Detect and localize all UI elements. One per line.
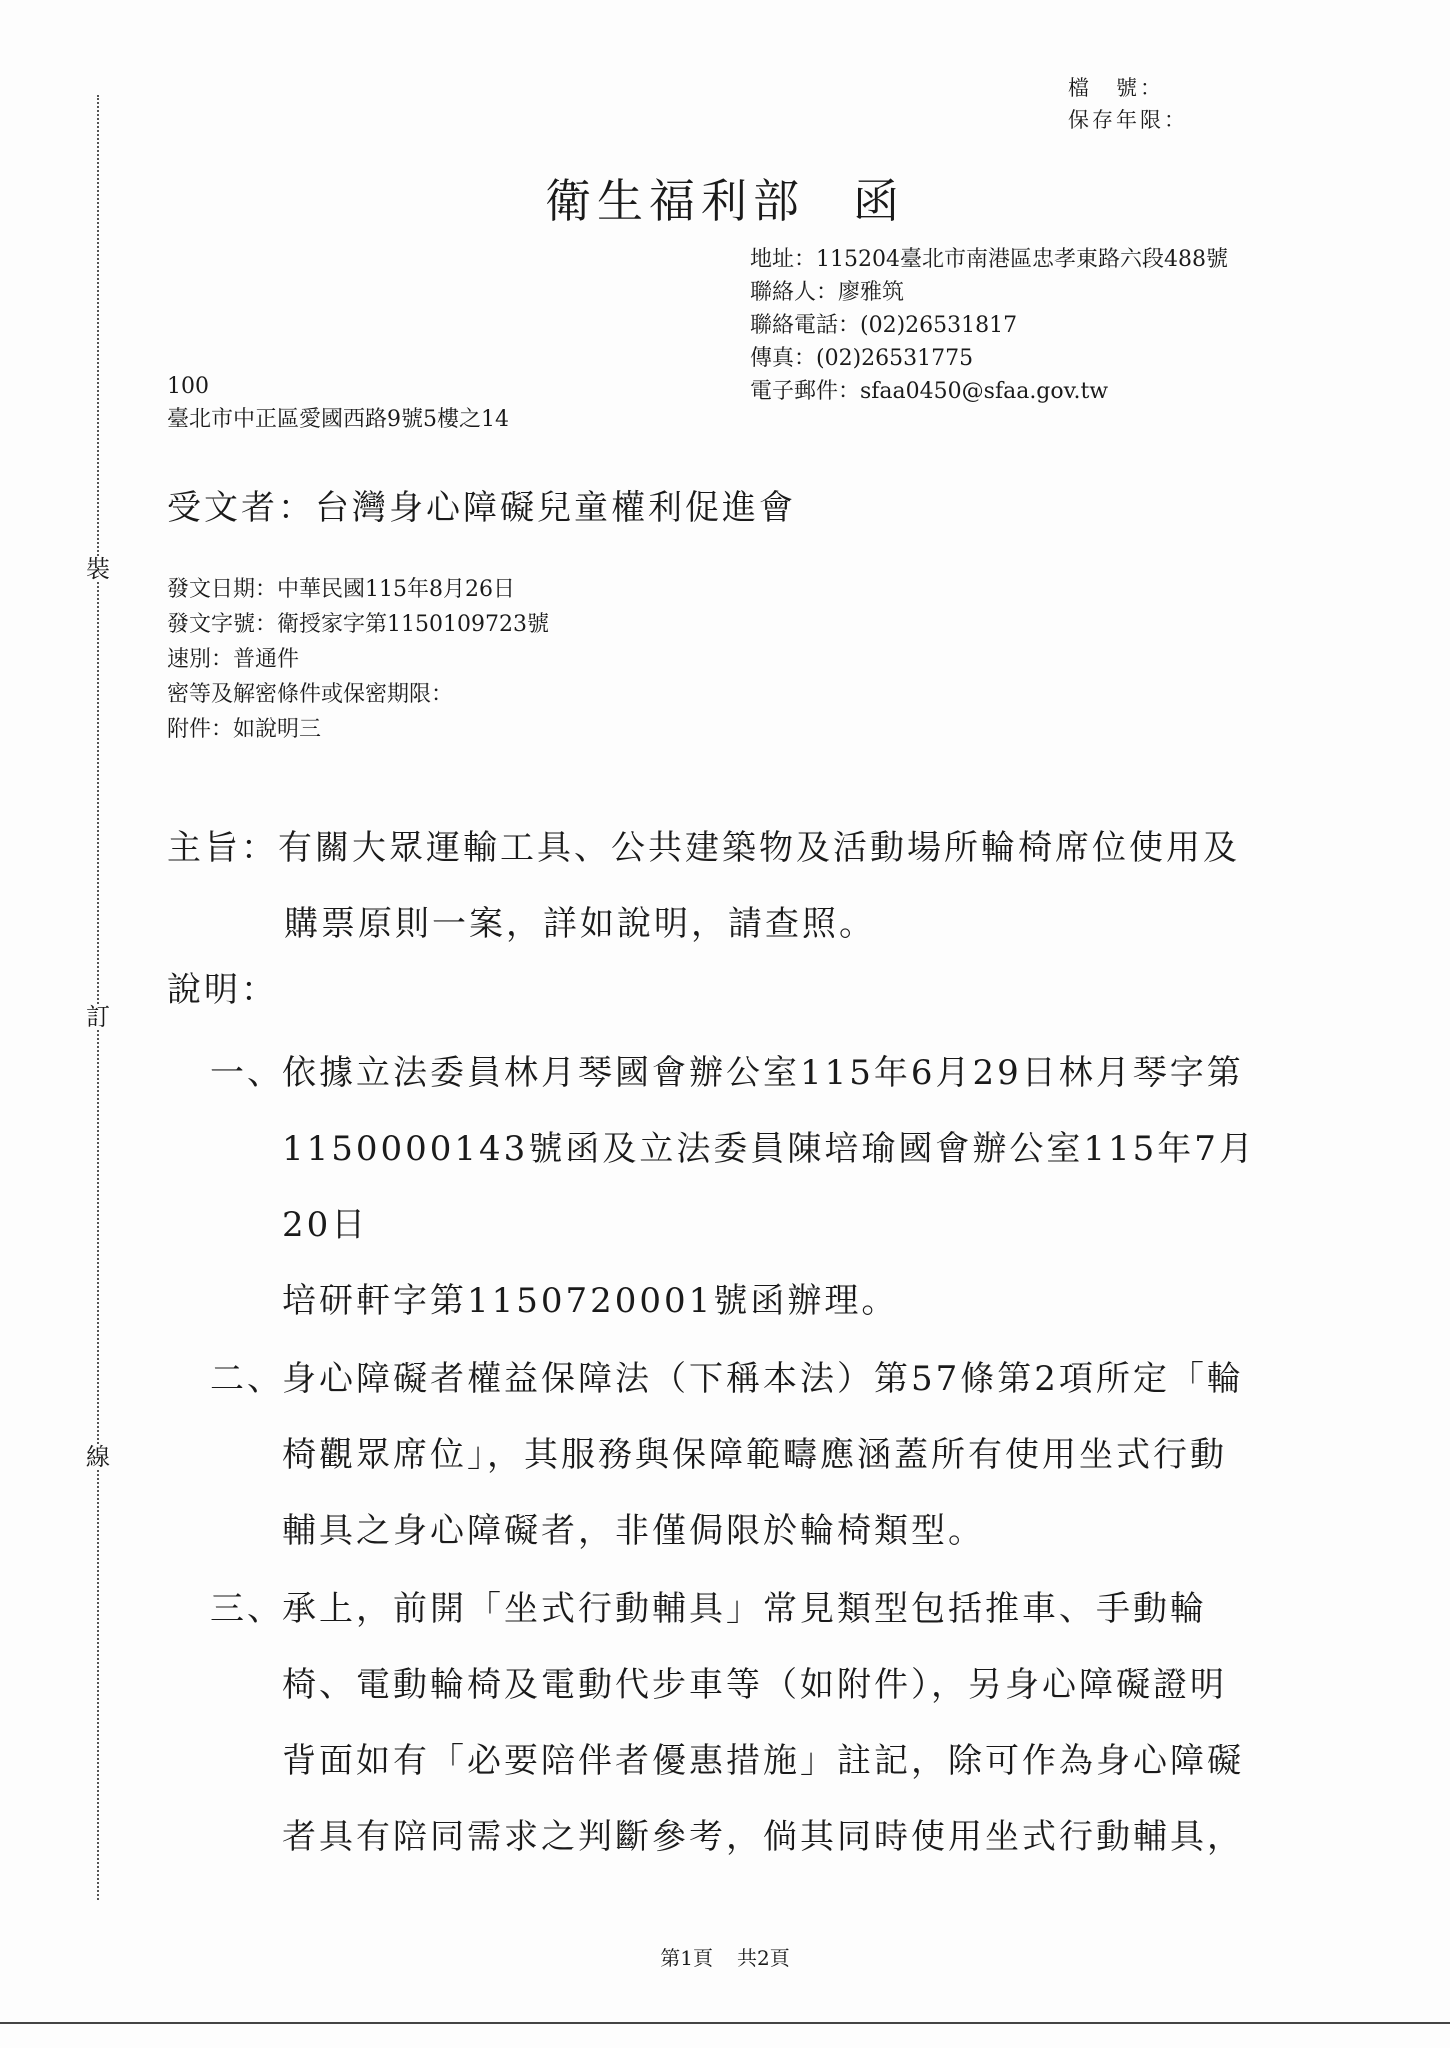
retention-period-label: 保存年限：	[1068, 108, 1188, 132]
document-type: 函	[853, 174, 905, 228]
item-line: 背面如有「必要陪伴者優惠措施」註記，除可作為身心障礙	[282, 1741, 1244, 1781]
item-number: 三、	[210, 1589, 284, 1629]
issue-date: 發文日期：中華民國115年8月26日	[167, 577, 515, 602]
item-line: 椅觀眾席位」，其服務與保障範疇應涵蓋所有使用坐式行動	[282, 1435, 1227, 1475]
item-number: 一、	[210, 1053, 284, 1093]
item-line: 輔具之身心障礙者，非僅侷限於輪椅類型。	[282, 1511, 985, 1551]
contact-fax: 傳真：(02)26531775	[750, 346, 974, 371]
item-line: 承上，前開「坐式行動輔具」常見類型包括推車、手動輪	[282, 1589, 1207, 1629]
delivery-speed: 速別：普通件	[167, 647, 300, 672]
explanation-item	[210, 1571, 1300, 1875]
contact-phone: 聯絡電話：(02)26531817	[750, 313, 1018, 338]
binding-mark-ding: 訂	[86, 1003, 110, 1031]
recipient-street-address: 臺北市中正區愛國西路9號5樓之14	[167, 407, 509, 432]
contact-block	[750, 243, 1228, 408]
file-number-label: 檔 號：	[1068, 76, 1164, 100]
total-pages: 共2頁	[737, 1946, 790, 1970]
subject-line-1: 主旨：有關大眾運輸工具、公共建築物及活動場所輪椅席位使用及	[167, 828, 1240, 868]
item-line: 身心障礙者權益保障法（下稱本法）第57條第2項所定「輪	[282, 1359, 1244, 1399]
item-number: 二、	[210, 1359, 284, 1399]
explanation-item	[210, 1341, 1300, 1569]
item-line: 者具有陪同需求之判斷參考，倘其同時使用坐式行動輔具，	[282, 1817, 1244, 1857]
attachment-note: 附件：如說明三	[167, 717, 322, 742]
sender-address: 地址：115204臺北市南港區忠孝東路六段488號	[750, 247, 1228, 272]
bottom-rule	[0, 2022, 1450, 2024]
explanation-heading: 說明：	[167, 970, 278, 1010]
recipient-address	[167, 370, 509, 436]
receiver: 受文者：台灣身心障礙兒童權利促進會	[167, 488, 796, 528]
archive-info	[1068, 72, 1188, 136]
contact-person: 聯絡人：廖雅筑	[750, 280, 905, 305]
binding-line	[97, 95, 99, 1900]
item-line: 1150000143號函及立法委員陳培瑜國會辦公室115年7月20日	[282, 1129, 1256, 1245]
document-title	[0, 165, 1450, 231]
item-line: 椅、電動輪椅及電動代步車等（如附件），另身心障礙證明	[282, 1665, 1227, 1705]
item-line: 依據立法委員林月琴國會辦公室115年6月29日林月琴字第	[282, 1053, 1244, 1093]
secrecy-level: 密等及解密條件或保密期限：	[167, 682, 454, 707]
subject-line-2: 購票原則一案，詳如說明，請查照。	[284, 904, 876, 944]
explanation-item	[210, 1035, 1300, 1339]
subject	[167, 810, 1297, 962]
document-number: 發文字號：衛授家字第1150109723號	[167, 612, 549, 637]
postal-code: 100	[167, 374, 209, 399]
agency-name: 衛生福利部	[545, 174, 805, 228]
explanation-items	[210, 1035, 1300, 1877]
binding-mark-xian: 線	[86, 1443, 110, 1471]
page-footer	[0, 1942, 1450, 1971]
binding-mark-zhuang: 裝	[86, 555, 110, 583]
contact-email: 電子郵件：sfaa0450@sfaa.gov.tw	[750, 379, 1109, 404]
document-meta	[167, 572, 549, 747]
page-number: 第1頁	[660, 1946, 713, 1970]
item-line: 培研軒字第1150720001號函辦理。	[282, 1281, 899, 1321]
